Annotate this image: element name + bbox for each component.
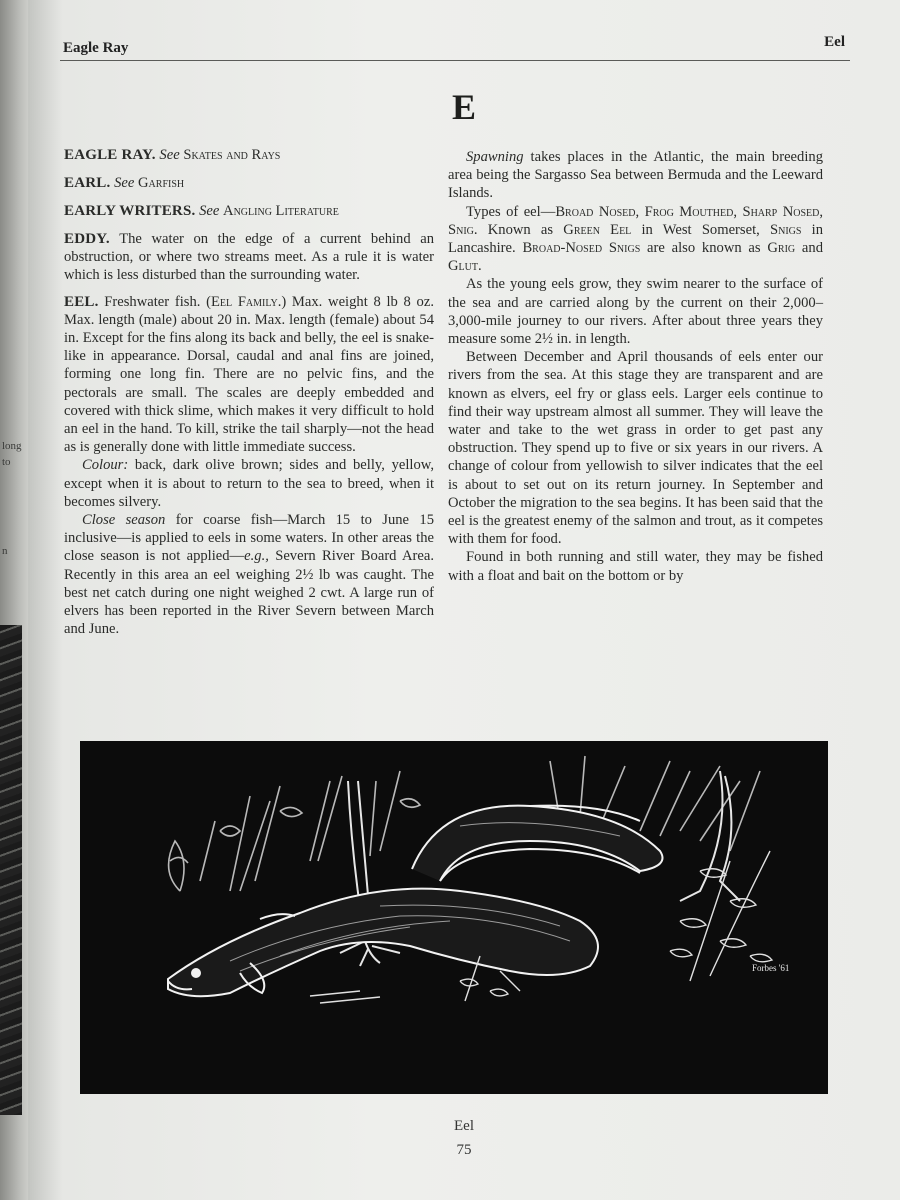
eel-fishing-paragraph: Found in both running and still water, they may be fished with a float and bait on the bottom or by <box>448 549 823 584</box>
entry-text: Freshwater fish. ( <box>104 293 211 310</box>
family-name: Eel Family <box>210 293 278 310</box>
book-page <box>28 0 900 1200</box>
spawning-label: Spawning <box>466 149 524 165</box>
see-label: See <box>159 147 180 163</box>
facing-page-edge: long to n <box>0 0 34 1200</box>
entry-text: and <box>795 240 823 257</box>
eel-type-names: Green Eel <box>563 221 632 238</box>
entry-eddy <box>64 230 434 285</box>
entry-text: The water on the edge of a current behind an obstruction, or where two streams meet. As a rule it is water which is less disturbed than the surrounding water. <box>64 231 434 284</box>
section-letter: E <box>451 87 476 127</box>
entry-text: takes places in the Atlantic, the main breeding area being the Sargasso Sea between Bermuda and the Leeward Islands. <box>448 149 823 202</box>
eg-abbrev: e.g., <box>244 548 269 565</box>
see-label: See <box>199 203 220 219</box>
figure-caption: Eel <box>454 1118 474 1134</box>
entry-eagle-ray <box>64 146 434 165</box>
entry-text: . Known as <box>473 221 564 238</box>
page-number: 75 <box>456 1142 472 1158</box>
text-column-right <box>448 148 823 585</box>
cross-reference: Angling Literature <box>223 203 339 219</box>
close-season-label: Close season <box>82 512 166 529</box>
eel-type-names: Broad-Nosed Snigs <box>522 240 641 257</box>
headword: EAGLE RAY. <box>64 147 156 163</box>
text-column-left <box>64 146 434 638</box>
entry-text: Types of eel— <box>466 203 556 220</box>
entry-text: back, dark olive brown; sides and belly, yellow, except when it is about to return to the sea to breed, when it becomes silvery. <box>64 457 434 510</box>
entry-eel-intro <box>64 293 434 457</box>
entry-text: in Lancashire. <box>448 221 824 257</box>
eel-elvers-paragraph: Between December and April thousands of eels enter our rivers from the sea. At this stage they are transparent and are known as elvers, eel fry or glass eels. Larger eels continue to find their way upstream almost all summer. They will leave the water and take to the wet grass in order to get past any obstruction. They spend up to five or six years in our rivers. A change of colour from yellowish to silver indicates that the eel is about to set out on its return journey. In September and October the migration to the sea begins. It has been said that the eel is the greatest enemy of the salmon and trout, as it competes with them for food. <box>448 349 823 548</box>
entry-text: Severn River Board Area. Recently in this area an eel weighing 2½ lb was caught. The best net catch during one night weighed 2 cwt. A large run of elvers has been reported in the River Severn between March and June. <box>64 548 434 638</box>
eel-close-season-paragraph <box>64 511 434 638</box>
running-head-right: Eel <box>824 34 845 50</box>
running-head-left: Eagle Ray <box>63 40 129 56</box>
entry-text: are also known as <box>640 240 768 257</box>
eel-colour-paragraph <box>64 456 434 511</box>
entry-text: . <box>477 258 482 275</box>
eel-types-paragraph <box>448 203 823 276</box>
eel-type-names: Broad Nosed, Frog Mouthed, Sharp Nosed, Snig <box>448 203 823 238</box>
headword: EEL. <box>64 293 99 310</box>
headword: EARL. <box>64 175 111 191</box>
see-label: See <box>114 175 135 191</box>
eel-spawning-paragraph <box>448 148 823 203</box>
eel-type-names: Grig <box>767 240 796 257</box>
artist-signature: Forbes '61 <box>752 963 790 973</box>
eel-illustration <box>80 741 828 1094</box>
cross-reference: Skates and Rays <box>183 147 281 163</box>
headword: EDDY. <box>64 231 110 247</box>
headword: EARLY WRITERS. <box>64 203 196 219</box>
eel-type-names: Snigs <box>770 221 802 238</box>
eel-type-names: Glut <box>448 258 478 275</box>
entry-early-writers <box>64 202 434 221</box>
cross-reference: Garfish <box>138 175 185 191</box>
entry-earl <box>64 174 434 193</box>
header-rule <box>60 60 850 61</box>
eel-growth-paragraph: As the young eels grow, they swim nearer to the surface of the sea and are carried along by the current on their 2,000–3,000-mile journey to our rivers. After about three years they measure some 2½ in. in length. <box>448 276 823 348</box>
entry-text: .) Max. weight 8 lb 8 oz. Max. length (male) about 20 in. Max. length (female) about 54 in. Except for the fins along its back and belly, the eel is snake-like in appearance. Dorsal, caudal and anal fins are joined, forming one long fin. There are no pelvic fins, and the pectorals are small. The scales are deeply embedded and covered with thick slime, which makes it very difficult to hold an eel in the hand. To kill, strike the tail sharply—not the head as is generally done with little immediate success. <box>64 293 434 456</box>
colour-label: Colour: <box>82 457 129 474</box>
entry-text: for coarse fish—March 15 to June 15 inclusive—is applied to eels in some waters. In other areas the close season is not applied— <box>64 512 434 565</box>
entry-text: in West Somerset, <box>631 221 770 238</box>
